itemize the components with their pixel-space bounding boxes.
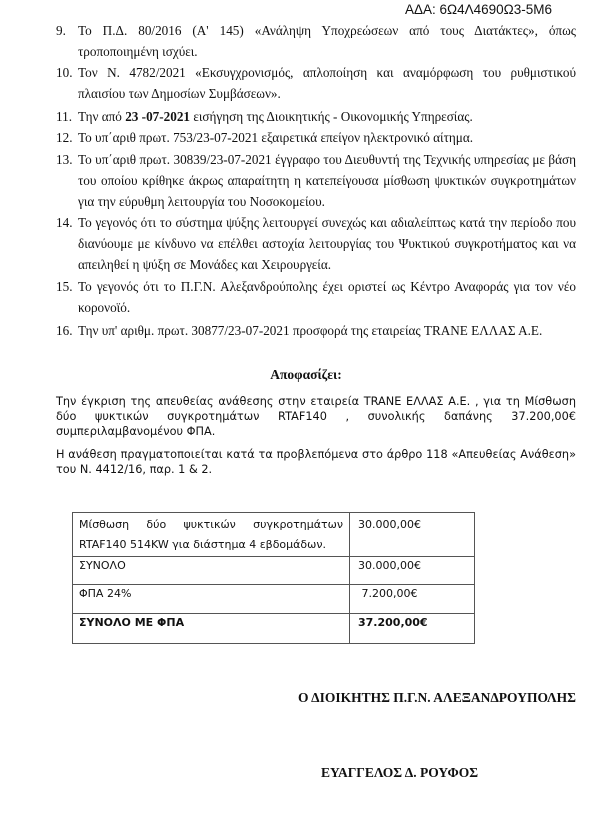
ada-code: ΑΔΑ: 6Ω4Λ4690Ω3-5Μ6 xyxy=(405,2,553,17)
cost-amount: 30.000,00€ xyxy=(350,557,475,585)
cost-amount: 30.000,00€ xyxy=(350,513,475,557)
consideration-item-11 xyxy=(56,106,576,127)
signatory-name: ΕΥΑΓΓΕΛΟΣ Δ. ΡΟΥΦΟΣ xyxy=(321,765,479,780)
item-number: 16. xyxy=(56,323,73,338)
consideration-item-12 xyxy=(56,127,576,148)
decision-paragraph-legal-basis: Η ανάθεση πραγματοποιείται κατά τα προβλεπόμενα στο άρθρο 118 «Απευθείας Ανάθεση» του Ν. 4412/16, παρ. 1 & 2. xyxy=(56,448,576,476)
item-text-suffix: εισήγηση της Διοικητικής - Οικονομικής Υπηρεσίας. xyxy=(190,109,473,124)
item-number: 15. xyxy=(56,279,73,294)
item-text: Το γεγονός ότι το Π.Γ.Ν. Αλεξανδρούπολης έχει οριστεί ως Κέντρο Αναφοράς για τον νέο κορονοϊό. xyxy=(78,279,576,315)
table-row xyxy=(73,513,475,557)
cost-description: ΦΠΑ 24% xyxy=(73,585,350,614)
consideration-item-9 xyxy=(56,20,576,62)
item-number: 10. xyxy=(56,65,73,80)
consideration-item-14 xyxy=(56,212,576,275)
signatory-title: Ο ΔΙΟΙΚΗΤΗΣ Π.Γ.Ν. ΑΛΕΞΑΝΔΡΟΥΠΟΛΗΣ xyxy=(298,690,576,705)
item-number: 14. xyxy=(56,215,73,230)
item-number: 11. xyxy=(56,109,72,124)
cost-amount: 37.200,00€ xyxy=(350,614,475,644)
item-text: Το Π.Δ. 80/2016 (Α' 145) «Ανάληψη Υποχρεώσεων από τους Διατάκτες», όπως τροποποιημένη ισχύει. xyxy=(78,23,576,59)
cost-amount: 7.200,00€ xyxy=(350,585,475,614)
item-date-bold: 23 -07-2021 xyxy=(125,109,191,124)
item-number: 12. xyxy=(56,130,73,145)
cost-description: Μίσθωση δύο ψυκτικών συγκροτημάτων RTAF140 514KW για διάστημα 4 εβδομάδων. xyxy=(73,513,350,557)
consideration-item-10 xyxy=(56,62,576,104)
item-text: Το υπ΄αριθ πρωτ. 30839/23-07-2021 έγγραφο του Διευθυντή της Τεχνικής υπηρεσίας με βάση του οποίου κρίθηκε άκρως απαραίτητη η κατεπείγουσα μίσθωση ψυκτικών συγκροτημάτων για την εύρυθμη λειτουργία του Νοσοκομείου. xyxy=(78,152,576,209)
consideration-item-13 xyxy=(56,149,576,212)
consideration-item-15 xyxy=(56,276,576,318)
table-row xyxy=(73,585,475,614)
item-text: Το γεγονός ότι το σύστημα ψύξης λειτουργεί συνεχώς και αδιαλείπτως κατά την περίοδο που διανύουμε με κίνδυνο να επέλθει αστοχία λειτουργίας του Ψυκτικού συγκροτήματος και να απειληθεί η ψύξη σε Μονάδες και Χειρουργεία. xyxy=(78,215,576,272)
item-text: Το υπ΄αριθ πρωτ. 753/23-07-2021 εξαιρετικά επείγον ηλεκτρονικό αίτημα. xyxy=(78,130,474,145)
consideration-item-16 xyxy=(56,320,576,341)
cost-description: ΣΥΝΟΛΟ ΜΕ ΦΠΑ xyxy=(73,614,350,644)
item-number: 9. xyxy=(56,23,66,38)
item-text xyxy=(78,106,576,127)
table-row xyxy=(73,614,475,644)
decision-paragraph-approval: Την έγκριση της απευθείας ανάθεσης στην εταιρεία TRANE ΕΛΛΑΣ Α.Ε. , για τη Μίσθωση δύο ψυκτικών συγκροτημάτων RTAF140 , συνολικής δαπάνης 37.200,00€ συμπεριλαμβανομένου ΦΠΑ. xyxy=(56,395,576,438)
item-text: Την υπ' αριθμ. πρωτ. 30877/23-07-2021 προσφορά της εταιρείας TRANE ΕΛΛΑΣ Α.Ε. xyxy=(78,323,543,338)
table-row xyxy=(73,557,475,585)
decision-heading: Αποφασίζει: xyxy=(270,367,342,382)
cost-description: ΣΥΝΟΛΟ xyxy=(73,557,350,585)
item-number: 13. xyxy=(56,152,73,167)
item-text: Τον Ν. 4782/2021 «Εκσυγχρονισμός, απλοποίηση και αναμόρφωση του ρυθμιστικού πλαισίου των Δημοσίων Συμβάσεων». xyxy=(78,65,576,101)
costs-table xyxy=(72,512,475,644)
item-text-prefix: Την από xyxy=(78,109,126,124)
